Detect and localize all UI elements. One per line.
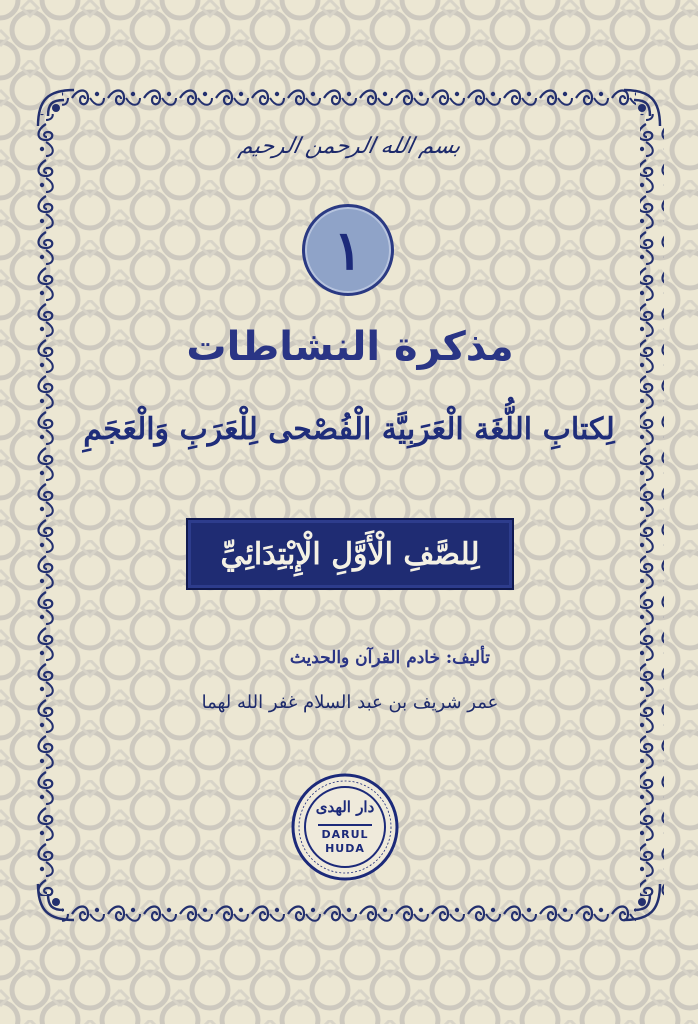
publisher-name-line1: DARUL <box>321 828 369 841</box>
page-title: مذكرة النشاطات <box>186 324 514 370</box>
cover-content <box>60 120 638 900</box>
publisher-name-arabic: دار الهدى <box>315 798 375 816</box>
volume-number: ١ <box>333 218 363 282</box>
volume-number-badge <box>302 204 394 296</box>
author-name: عمر شريف بن عبد السلام غفر الله لهما <box>201 692 499 713</box>
author-label: تأليف: خادم القرآن والحديث <box>289 648 490 668</box>
basmala-calligraphy: بسم الله الرحمن الرحيم <box>236 134 464 159</box>
grade-label: لِلصَّفِ الْأَوَّلِ الْإِبْتِدَائِيِّ <box>220 536 480 572</box>
publisher-logo <box>290 772 400 882</box>
grade-banner <box>186 518 514 590</box>
seal-icon <box>290 772 400 882</box>
book-subtitle: لِكتابِ اللُّغَة الْعَرَبِيَّة الْفُصْحى لِلْعَرَبِ وَالْعَجَمِ <box>83 412 615 447</box>
publisher-name-line2: HUDA <box>325 842 365 855</box>
